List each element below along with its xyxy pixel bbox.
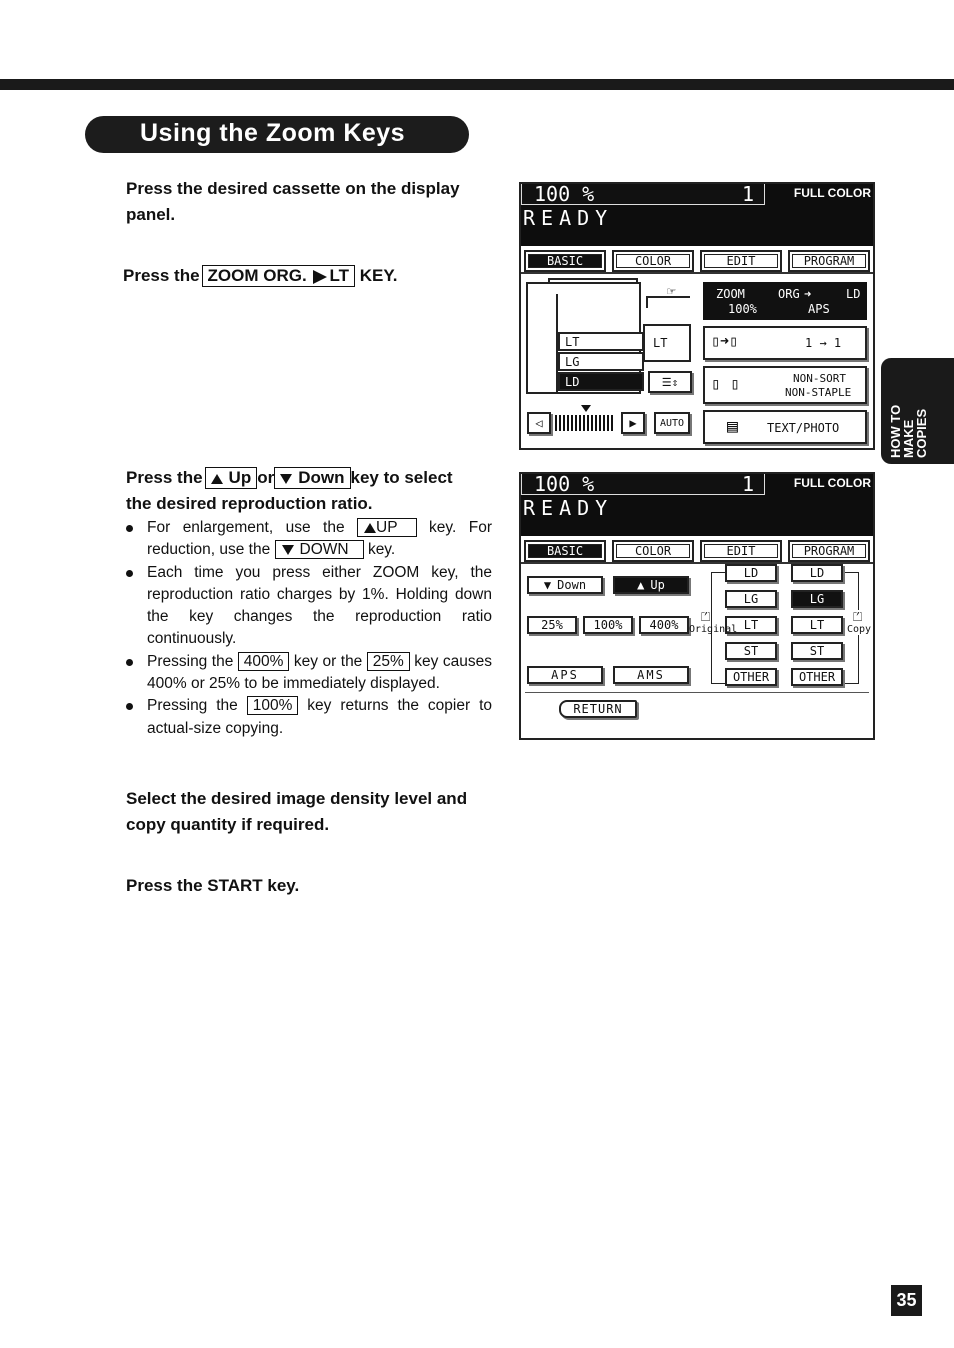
step-1: Press the desired cassette on the display panel. [126,179,460,224]
ams-button[interactable]: AMS [613,666,689,684]
auto-density-button[interactable]: AUTO [654,412,690,434]
page-number: 35 [891,1285,922,1316]
original-other[interactable]: OTHER [725,668,777,686]
up-key-ref: UP [357,518,417,537]
zoom-body [521,564,873,736]
lcd-panel-zoom [519,472,875,740]
chapter-tab: HOW TO MAKE COPIES [881,358,954,464]
zoom-org-button[interactable]: ZOOM 100% ORG ➜ LD APS [703,282,867,320]
bullet-4: Pressing the 100% key returns the copier to actual-size copying. [126,695,492,740]
triangle-up-icon [364,523,376,533]
bypass-tray-button[interactable]: LT [643,324,691,362]
section-title-banner [85,116,469,153]
original-icon: ⏍ [701,610,711,624]
section-title: Using the Zoom Keys [140,119,406,147]
original-ld[interactable]: LD [725,564,777,582]
tab-bar [521,536,873,564]
copy-lg[interactable]: LG [791,590,843,608]
list-icon: ☰⇕ [661,375,679,389]
tab-bar [521,246,873,274]
lcd-status-bar [521,184,873,246]
arrow-right-icon: ➜ [804,287,812,301]
tab-program[interactable]: PROGRAM [788,250,870,272]
triangle-right-icon: ▶ [629,416,637,430]
density-lighter-button[interactable] [527,412,551,434]
tab-program[interactable]: PROGRAM [788,540,870,562]
step-3: Press the Up or Down key to select the desired reproduction ratio. [126,468,453,513]
return-button[interactable]: RETURN [559,700,637,718]
25-key-ref: 25% [367,652,410,671]
cassette-lt[interactable]: LT [558,332,644,351]
ratio-display: 100 % [534,472,595,496]
status-message: READY [523,496,614,520]
step-2: Press the ZOOM ORG. LT KEY. [123,266,398,285]
arrow-right-icon [313,270,327,284]
header-rule [0,79,954,90]
cassette-list [558,332,644,410]
bullet-1: For enlargement, use the UP key. For reduction, use the DOWN key. [126,517,492,562]
zoom-up-button[interactable]: ▲ Up [613,576,689,594]
copy-other[interactable]: OTHER [791,668,843,686]
triangle-left-icon: ◁ [535,416,543,430]
bullet-3: Pressing the 400% key or the 25% key causes 400% or 25% to be immediately displayed. [126,651,492,696]
color-mode: FULL COLOR [793,186,871,200]
status-message: READY [523,206,614,230]
cassette-ld[interactable]: LD [558,372,644,391]
100-key-ref: 100% [247,696,299,715]
density-scale [555,415,615,431]
tab-basic[interactable]: BASIC [524,540,606,562]
tray-select-button[interactable] [648,371,692,393]
step-5: Press the START key. [126,876,300,895]
duplex-button[interactable]: ▯➜▯ 1 → 1 [703,326,867,360]
triangle-up-icon [211,474,223,484]
original-label: Original [689,624,738,635]
triangle-down-icon: ▼ [543,578,552,592]
quantity-display: 1 [741,182,754,206]
cassette-lg[interactable]: LG [558,352,644,371]
document-icon: ▤ [727,416,738,437]
copy-label: Copy [847,624,872,635]
400-key-ref: 400% [238,652,290,671]
tab-basic[interactable]: BASIC [524,250,606,272]
copy-lt[interactable]: LT [791,616,843,634]
triangle-up-icon: ▲ [637,578,645,592]
triangle-down-icon [280,474,292,484]
original-lt[interactable]: LT [725,616,777,634]
basic-body [521,274,873,446]
down-key-ref: DOWN [275,540,364,559]
original-lg[interactable]: LG [725,590,777,608]
copy-st[interactable]: ST [791,642,843,660]
density-darker-button[interactable] [621,412,645,434]
tab-edit[interactable]: EDIT [700,250,782,272]
copy-ld[interactable]: LD [791,564,843,582]
preset-25-button[interactable]: 25% [527,616,577,634]
lcd-panel-basic [519,182,875,450]
up-key: Up [205,467,258,489]
zoom-org-key: ZOOM ORG. LT [202,265,355,287]
tab-edit[interactable]: EDIT [700,540,782,562]
hand-icon: ☞ [667,284,676,300]
preset-100-button[interactable]: 100% [583,616,633,634]
image-mode-button[interactable]: ▤ TEXT/PHOTO [703,410,867,444]
step-4: Select the desired image density level and copy quantity if required. [126,789,468,834]
bullet-2: Each time you press either ZOOM key, the reproduction ratio charges by 1%. Holding down the key changes the reproduction ratio continuously. [126,562,492,651]
original-st[interactable]: ST [725,642,777,660]
duplex-icon: ▯➜▯ [711,332,739,350]
lcd-status-bar [521,474,873,536]
sort-icon: ▯ ▯ [711,374,740,393]
preset-400-button[interactable]: 400% [639,616,689,634]
quantity-display: 1 [741,472,754,496]
finisher-button[interactable]: ▯ ▯ NON-SORT NON-STAPLE [703,366,867,404]
tab-color[interactable]: COLOR [612,250,694,272]
color-mode: FULL COLOR [793,476,871,490]
density-marker [581,405,591,412]
zoom-down-button[interactable]: ▼ Down [527,576,603,594]
ratio-display: 100 % [534,182,595,206]
copy-icon: ⏍ [853,610,863,624]
tab-color[interactable]: COLOR [612,540,694,562]
down-key: Down [274,467,350,489]
divider [525,692,869,693]
triangle-down-icon [282,545,294,555]
bullet-list [126,517,492,740]
aps-button[interactable]: APS [527,666,603,684]
